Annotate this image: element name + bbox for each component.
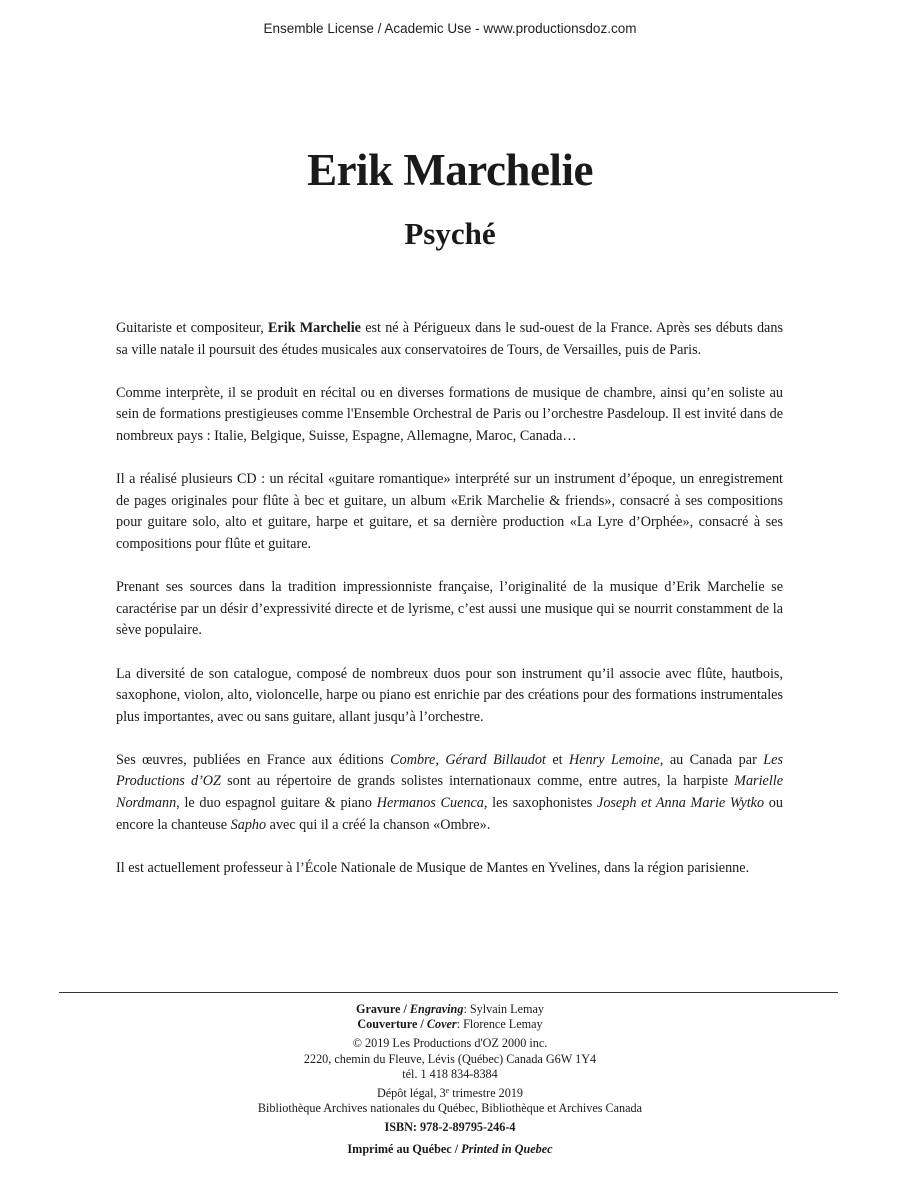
copyright: © 2019 Les Productions d'OZ 2000 inc. — [352, 1036, 548, 1051]
bio-paragraph-6 — [116, 750, 783, 836]
publisher-lemoine: Henry Lemoine — [569, 751, 660, 768]
bio-paragraph-7: Il est actuellement professeur à l’École Nationale de Musique de Mantes en Yvelines, dans la région parisienne. — [116, 859, 750, 876]
bio-paragraph-4: Prenant ses sources dans la tradition impressionniste française, l’originalité de la musique d’Erik Marchelie se caractérise par un désir d’expressivité directe et de lyrisme, c’est aussi une musique qui se nourrit constamment de la sève populaire. — [116, 579, 783, 639]
biography — [116, 318, 783, 901]
footer-divider — [59, 992, 838, 993]
legal-deposit-ordinal: e — [445, 1086, 450, 1096]
publisher-oz: Les Productions d’OZ — [116, 751, 783, 790]
printed-fr: Imprimé au Québec / — [347, 1141, 462, 1156]
bio-p6-text: ou encore la chanteuse — [116, 795, 783, 833]
publisher-billaudot: Gérard Billaudot — [445, 751, 546, 768]
bio-p6-text: , au Canada par — [659, 751, 764, 768]
libraries: Bibliothèque Archives nationales du Québec, Bibliothèque et Archives Canada — [257, 1101, 643, 1116]
engraving-label-fr: Gravure / — [355, 1002, 410, 1016]
bio-p6-text: avec qui il a créé la chanson «Ombre». — [266, 816, 491, 833]
credit-engraving — [0, 1002, 900, 1017]
bio-paragraph-2: Comme interprète, il se produit en récital ou en diverses formations de musique de chambre, ainsi qu’en soliste au sein de formations prestigieuses comme l'Ensemble Orchestral de Paris ou l’orchestre Pasdeloup. Il est invité dans de nombreux pays : Italie, Belgique, Suisse, Espagne, Allemagne, Maroc, Canada… — [116, 384, 783, 444]
cover-label-en: Cover — [426, 1017, 457, 1032]
bio-p6-text: , le duo espagnol guitare & piano — [176, 795, 377, 812]
bio-paragraph-5: La diversité de son catalogue, composé de nombreux duos pour son instrument qu’il associe avec flûte, hautbois, saxophone, violon, alto, violoncelle, harpe ou piano est enrichie par des créations pour des formations instrumentales plus importantes, avec ou sans guitare, allant jusqu’à l’orchestre. — [116, 665, 783, 725]
composer-name: Erik Marchelie — [307, 145, 593, 195]
legal-deposit-text: Dépôt légal, 3 — [376, 1086, 446, 1101]
performer-sapho: Sapho — [230, 816, 267, 833]
engraving-name: : Sylvain Lemay — [463, 1002, 544, 1016]
bio-p6-text: , — [435, 751, 446, 768]
performer-wytko: Joseph et Anna Marie Wytko — [597, 795, 765, 812]
credit-cover — [0, 1017, 900, 1032]
performer-nordmann: Marielle Nordmann — [116, 773, 783, 812]
bio-p6-text: , les saxophonistes — [483, 795, 598, 812]
bio-paragraph-3: Il a réalisé plusieurs CD : un récital «guitare romantique» interprété sur un instrument d’époque, un enregistrement de pages originales pour flûte à bec et guitare, un album «Erik Marchelie & friends», consacré à ses compositions pour guitare solo, alto et guitare, harpe et guitare, et sa dernière production «La Lyre d’Orphée», consacré à ses compositions pour flûte et guitare. — [116, 471, 783, 552]
license-header: Ensemble License / Academic Use - www.productionsdoz.com — [263, 21, 637, 36]
cover-label-fr: Couverture / — [357, 1017, 427, 1032]
legal-deposit-quarter: trimestre 2019 — [449, 1086, 524, 1101]
publisher-address: 2220, chemin du Fleuve, Lévis (Québec) Canada G6W 1Y4 — [303, 1051, 597, 1066]
bio-p6-text: sont au répertoire de grands solistes internationaux comme, entre autres, la harpiste — [220, 773, 735, 790]
printed-en: Printed in Quebec — [461, 1141, 553, 1156]
cover-name: : Florence Lemay — [456, 1017, 543, 1032]
legal-deposit — [0, 1086, 900, 1101]
isbn: ISBN: 978-2-89795-246-4 — [384, 1120, 516, 1135]
bio-p1-text-start: Guitariste et compositeur, — [116, 320, 268, 336]
publisher-combre: Combre — [390, 751, 436, 768]
engraving-label-en: Engraving — [409, 1002, 464, 1016]
bio-paragraph-1 — [116, 318, 783, 361]
work-title: Psyché — [404, 216, 496, 251]
credits-block — [0, 1002, 900, 1157]
publisher-phone: tél. 1 418 834-8384 — [402, 1066, 498, 1081]
bio-p6-text: et — [545, 751, 570, 768]
bio-p1-text-end: est né à Périgueux dans le sud-ouest de la France. Après ses débuts dans sa ville natale il poursuit des études musicales aux conservatoires de Tours, de Versailles, puis de Paris. — [116, 320, 783, 358]
printed-in — [0, 1142, 900, 1157]
bio-p6-text: Ses œuvres, publiées en France aux éditions — [116, 751, 391, 768]
performer-cuenca: Hermanos Cuenca — [376, 795, 484, 812]
bio-p1-composer-name: Erik Marchelie — [267, 320, 361, 336]
